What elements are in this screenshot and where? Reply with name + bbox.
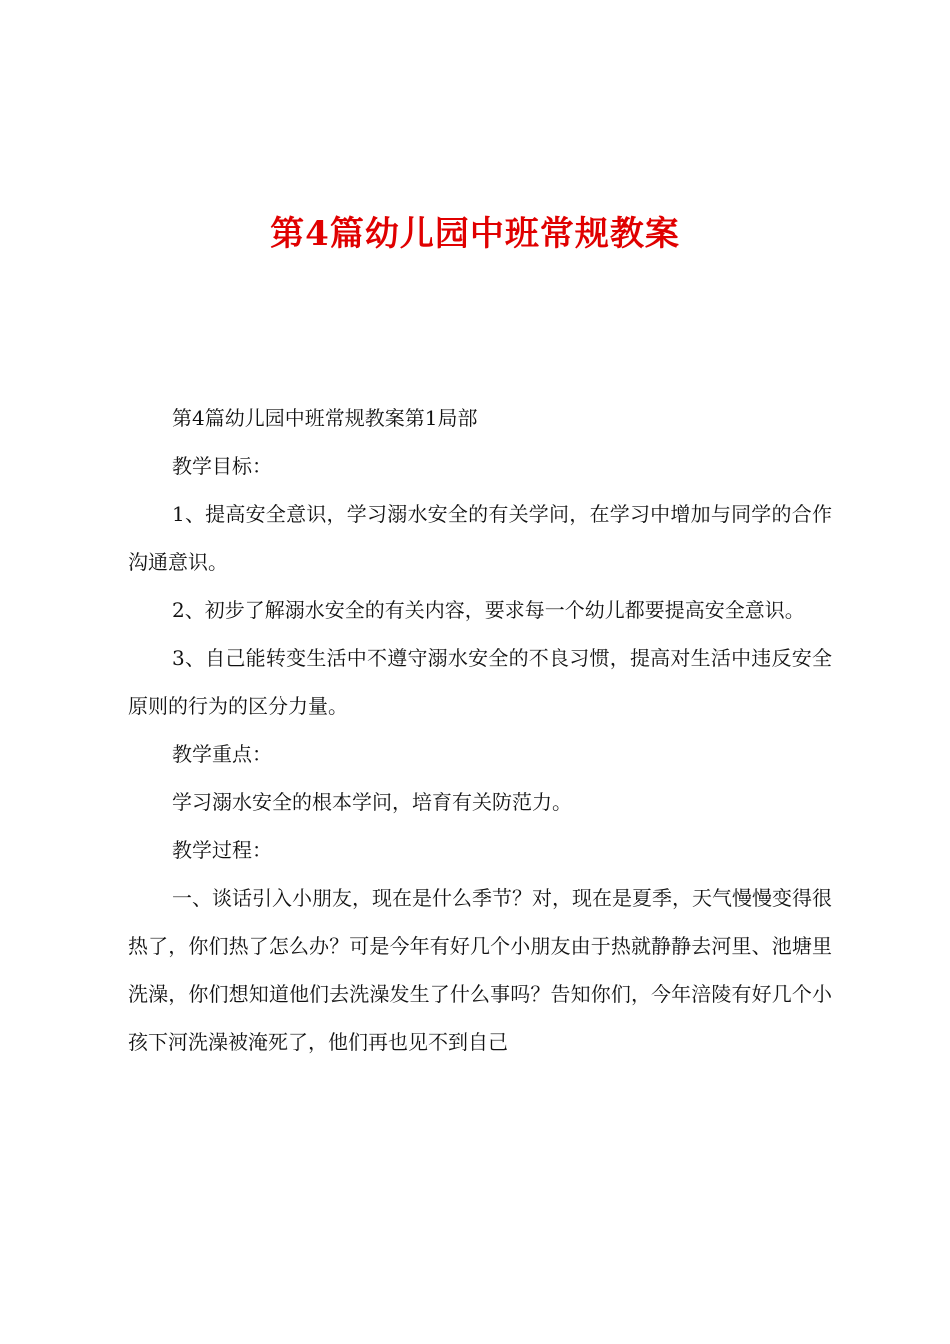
paragraph-process-label: 教学过程： [172, 838, 272, 862]
document-title: 第4篇幼儿园中班常规教案 [270, 214, 680, 254]
paragraph-goals-label: 教学目标： [172, 454, 272, 478]
paragraph-section-heading: 第4篇幼儿园中班常规教案第1局部 [172, 406, 478, 430]
paragraph-process-step-1: 一、谈话引入小朋友，现在是什么季节？对，现在是夏季，天气慢慢变得很热了，你们热了怎么办？可是今年有好几个小朋友由于热就静静去河里、池塘里洗澡，你们想知道他们去洗澡发生了什么事吗？告知你们，今年涪陵有好几个小孩下河洗澡被淹死了，他们再也见不到自己 [128, 886, 832, 1054]
paragraph-keypoints-label: 教学重点： [172, 742, 272, 766]
document-body [128, 394, 832, 1066]
paragraph-goal-1: 1、提高安全意识，学习溺水安全的有关学问，在学习中增加与同学的合作沟通意识。 [128, 502, 832, 574]
paragraph-keypoint: 学习溺水安全的根本学问，培育有关防范力。 [172, 790, 572, 814]
paragraph-goal-3: 3、自己能转变生活中不遵守溺水安全的不良习惯，提高对生活中违反安全原则的行为的区分力量。 [128, 646, 832, 718]
paragraph-goal-2: 2、初步了解溺水安全的有关内容，要求每一个幼儿都要提高安全意识。 [172, 598, 805, 622]
